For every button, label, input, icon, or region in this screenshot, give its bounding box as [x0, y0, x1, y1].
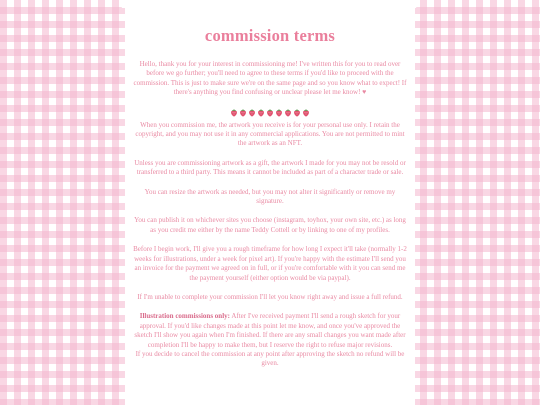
term-illustration	[131, 312, 409, 350]
term-publishing: You can publish it on whichever sites you choose (instagram, toyhox, your own site, etc.) as long as you credit me either by the name Teddy Cottell or by linking to one of my profiles.	[134, 216, 406, 234]
strawberry-icon	[266, 108, 274, 117]
strawberry-icon	[230, 108, 238, 117]
strawberry-divider	[131, 108, 409, 117]
strawberry-icon	[248, 108, 256, 117]
strawberry-icon	[257, 108, 265, 117]
term-refund: If I'm unable to complete your commission I'll let you know right away and issue a full refund.	[137, 292, 403, 301]
term-usage: When you commission me, the artwork you receive is for your personal use only. I retain the copyright, and you may not use it in any commercial applications. You are not permitted to mint the artwork as an NFT.	[135, 120, 405, 148]
strawberry-icon	[293, 108, 301, 117]
illustration-label: Illustration commissions only:	[139, 312, 230, 321]
strawberry-icon	[284, 108, 292, 117]
term-timeframe-payment: Before I begin work, I'll give you a rough timeframe for how long I expect it'll take (normally 1-2 weeks for illustrations, under a week for pixel art). If you're happy with the estimate I'll send you an invoice for the payment we agreed on in full, or if you're comfortable with it you can send me the payment yourself (either option would be via paypal).	[133, 245, 407, 282]
strawberry-icon	[239, 108, 247, 117]
illustration-text: After I've received payment I'll send a rough sketch for your approval. If you'd like changes made at this point let me know, and once you've approved the sketch I'll show you again when I'm finished. If there are any small changes you want made after completion I'll be happy to make them, but I reserve the right to refuse major revisions.	[134, 312, 406, 349]
page-title: commission terms	[204, 26, 336, 45]
strawberry-icon	[275, 108, 283, 117]
intro-paragraph: Hello, thank you for your interest in commissioning me! I've written this for you to read over before we go further; you'll need to agree to these terms if you'd like to proceed with the commission. This is just to make sure we're on the same page and so you know what to expect! If there's anything you find confusing or unclear please let me know! ♥	[133, 60, 407, 97]
strawberry-icon	[302, 108, 310, 117]
term-cancel: If you decide to cancel the commission at any point after approving the sketch no refund will be given.	[135, 349, 405, 368]
terms-panel	[125, 0, 415, 405]
term-resale: Unless you are commissioning artwork as a gift, the artwork I made for you may not be resold or transferred to a third party. This means it cannot be included as part of a character trade or sale.	[134, 158, 406, 177]
term-resize: You can resize the artwork as needed, but you may not alter it significantly or remove my signature.	[144, 187, 396, 206]
